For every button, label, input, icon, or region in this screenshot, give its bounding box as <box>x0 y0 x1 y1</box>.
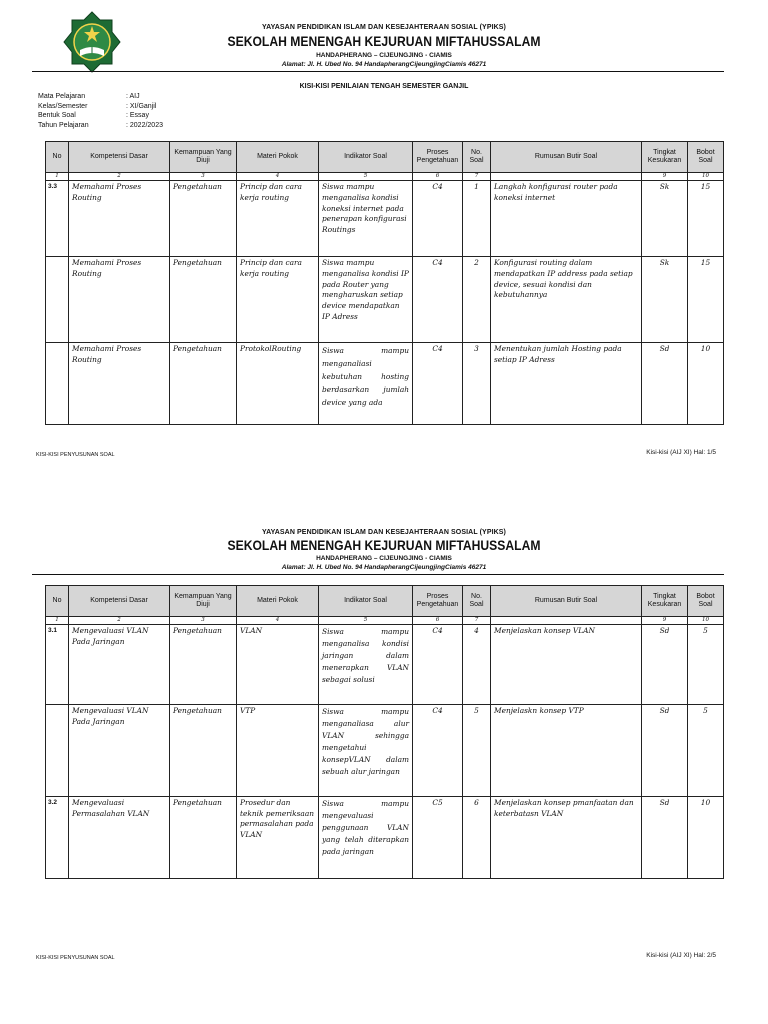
meta-row <box>38 92 163 102</box>
cell-kemampuan: Pengetahuan <box>170 343 237 425</box>
cell-bobot: 15 <box>688 257 724 343</box>
index-cell: 3 <box>170 617 237 625</box>
col-header-kemampuan: Kemampuan Yang Diuji <box>170 142 237 173</box>
col-header-rumusan: Rumusan Butir Soal <box>491 142 642 173</box>
table-row <box>46 343 724 425</box>
col-header-bobot: Bobot Soal <box>688 142 724 173</box>
cell-proses: C4 <box>413 257 463 343</box>
col-header-kemampuan: Kemampuan Yang Diuji <box>170 586 237 617</box>
cell-no: 3.3 <box>46 181 69 257</box>
school-address: Alamat: Jl. H. Ubed No. 94 HandapherangCijeungjingCiamis 46271 <box>281 61 487 68</box>
cell-rumusan: Menjelaskn konsep VTP <box>491 705 642 797</box>
meta-value: : 2022/2023 <box>126 121 163 129</box>
index-cell: 10 <box>688 617 724 625</box>
cell-materi: Prosedur dan teknik pemeriksaan permasalahan pada VLAN <box>237 797 319 879</box>
index-cell: 1 <box>46 617 69 625</box>
col-header-kompetensi: Kompetensi Dasar <box>69 142 170 173</box>
meta-value: : Essay <box>126 112 149 119</box>
cell-kompetensi: Memahami Proses Routing <box>69 343 170 425</box>
cell-no: 3.1 <box>46 625 69 705</box>
index-cell: 2 <box>69 617 170 625</box>
foundation-name: YAYASAN PENDIDIKAN ISLAM DAN KESEJAHTERAAN SOSIAL (YPIKS) <box>261 529 506 536</box>
meta-label: Tahun Pelajaran <box>38 121 89 129</box>
cell-no: 3.2 <box>46 797 69 879</box>
cell-proses: C5 <box>413 797 463 879</box>
col-header-bobot: Bobot Soal <box>688 586 724 617</box>
school-location: HANDAPHERANG – CIJEUNGJING - CIAMIS <box>316 555 452 562</box>
header-divider <box>32 574 724 575</box>
kisi-kisi-table <box>45 141 724 425</box>
cell-rumusan: Menjelaskan konsep pmanfaatan dan keterbatasn VLAN <box>491 797 642 879</box>
index-cell: 1 <box>46 173 69 181</box>
cell-rumusan: Konfigurasi routing dalam mendapatkan IP address pada setiap device, sesuai kondisi dan kebutuhannya <box>491 257 642 343</box>
index-cell: 6 <box>413 173 463 181</box>
cell-proses: C4 <box>413 343 463 425</box>
index-cell: 5 <box>319 173 413 181</box>
index-cell <box>491 617 642 625</box>
header-divider <box>32 71 724 72</box>
cell-bobot: 5 <box>688 705 724 797</box>
meta-label: Bentuk Soal <box>38 112 76 119</box>
cell-kompetensi: Memahami Proses Routing <box>69 181 170 257</box>
index-cell: 4 <box>237 617 319 625</box>
table-row <box>46 705 724 797</box>
cell-kompetensi: Memahami Proses Routing <box>69 257 170 343</box>
index-cell: 7 <box>463 173 491 181</box>
col-header-indikator: Indikator Soal <box>319 142 413 173</box>
school-name: SEKOLAH MENENGAH KEJURUAN MIFTAHUSSALAM <box>227 34 541 49</box>
index-cell: 3 <box>170 173 237 181</box>
cell-rumusan: Menjelaskan konsep VLAN <box>491 625 642 705</box>
kisi-kisi-table <box>45 585 724 879</box>
cell-bobot: 10 <box>688 343 724 425</box>
cell-tingkat: Sk <box>642 257 688 343</box>
cell-kompetensi: Mengevaluasi Permasalahan VLAN <box>69 797 170 879</box>
school-address: Alamat: Jl. H. Ubed No. 94 HandapherangCijeungjingCiamis 46271 <box>281 564 487 571</box>
cell-no-soal: 5 <box>463 705 491 797</box>
index-cell: 5 <box>319 617 413 625</box>
index-cell: 4 <box>237 173 319 181</box>
cell-proses: C4 <box>413 625 463 705</box>
cell-indikator: Siswa mampu mengevaluasi penggunaan VLAN yang telah diterapkan pada jaringan <box>319 797 413 879</box>
footer-page-number: Kisi-kisi (AIJ XI) Hal: 1/5 <box>646 449 716 456</box>
col-header-tingkat: Tingkat Kesukaran <box>642 586 688 617</box>
col-header-no-soal: No. Soal <box>463 586 491 617</box>
col-header-no: No <box>46 142 69 173</box>
cell-materi: VTP <box>237 705 319 797</box>
meta-value: : XI/Ganjil <box>126 102 157 110</box>
school-location: HANDAPHERANG – CIJEUNGJING - CIAMIS <box>316 52 452 59</box>
table-row <box>46 181 724 257</box>
table-row <box>46 797 724 879</box>
meta-row <box>38 102 163 112</box>
cell-no <box>46 343 69 425</box>
cell-kemampuan: Pengetahuan <box>170 797 237 879</box>
meta-row <box>38 111 163 121</box>
cell-bobot: 5 <box>688 625 724 705</box>
cell-indikator: Siswa mampu menganaliasi kebutuhan hosting berdasarkan jumlah device yang ada <box>319 343 413 425</box>
col-header-no: No <box>46 586 69 617</box>
cell-kemampuan: Pengetahuan <box>170 181 237 257</box>
cell-indikator: Siswa mampu menganalisa kondisi koneksi internet pada penerapan konfigurasi Routings <box>319 181 413 257</box>
col-header-no-soal: No. Soal <box>463 142 491 173</box>
index-cell: 9 <box>642 173 688 181</box>
cell-materi: Princip dan cara kerja routing <box>237 181 319 257</box>
index-cell: 6 <box>413 617 463 625</box>
cell-tingkat: Sk <box>642 181 688 257</box>
cell-tingkat: Sd <box>642 797 688 879</box>
cell-tingkat: Sd <box>642 705 688 797</box>
cell-no-soal: 2 <box>463 257 491 343</box>
document-page-2 <box>0 512 768 1024</box>
index-cell: 7 <box>463 617 491 625</box>
cell-tingkat: Sd <box>642 625 688 705</box>
index-cell <box>491 173 642 181</box>
cell-bobot: 15 <box>688 181 724 257</box>
document-page-1 <box>0 0 768 485</box>
col-header-proses: Proses Pengetahuan <box>413 586 463 617</box>
col-header-materi: Materi Pokok <box>237 142 319 173</box>
index-cell: 10 <box>688 173 724 181</box>
cell-rumusan: Langkah konfigurasi router pada koneksi internet <box>491 181 642 257</box>
school-name: SEKOLAH MENENGAH KEJURUAN MIFTAHUSSALAM <box>227 538 541 553</box>
cell-kemampuan: Pengetahuan <box>170 257 237 343</box>
index-cell: 2 <box>69 173 170 181</box>
meta-row <box>38 121 163 131</box>
column-index-row <box>46 173 724 181</box>
column-index-row <box>46 617 724 625</box>
cell-kompetensi: Mengevaluasi VLAN Pada Jaringan <box>69 625 170 705</box>
cell-materi: VLAN <box>237 625 319 705</box>
cell-proses: C4 <box>413 705 463 797</box>
col-header-proses: Proses Pengetahuan <box>413 142 463 173</box>
footer-left-label: KISI-KISI PENYUSUNAN SOAL <box>36 955 115 961</box>
cell-kompetensi: Mengevaluasi VLAN Pada Jaringan <box>69 705 170 797</box>
meta-label: Mata Pelajaran <box>38 93 86 100</box>
document-title: KISI-KISI PENILAIAN TENGAH SEMESTER GANJIL <box>299 83 469 90</box>
col-header-kompetensi: Kompetensi Dasar <box>69 586 170 617</box>
document-meta <box>38 92 163 130</box>
meta-label: Kelas/Semester <box>38 102 88 110</box>
foundation-name: YAYASAN PENDIDIKAN ISLAM DAN KESEJAHTERAAN SOSIAL (YPIKS) <box>261 24 506 31</box>
cell-proses: C4 <box>413 181 463 257</box>
col-header-indikator: Indikator Soal <box>319 586 413 617</box>
cell-no <box>46 257 69 343</box>
cell-kemampuan: Pengetahuan <box>170 625 237 705</box>
cell-tingkat: Sd <box>642 343 688 425</box>
cell-rumusan: Menentukan jumlah Hosting pada setiap IP Adress <box>491 343 642 425</box>
table-header-row <box>46 142 724 173</box>
cell-indikator: Siswa mampu menganalisa kondisi IP pada Router yang mengharuskan setiap device mendapatkan IP Adress <box>319 257 413 343</box>
cell-no-soal: 6 <box>463 797 491 879</box>
cell-materi: ProtokolRouting <box>237 343 319 425</box>
table-header-row <box>46 586 724 617</box>
index-cell: 9 <box>642 617 688 625</box>
footer-page-number: Kisi-kisi (AIJ XI) Hal: 2/5 <box>646 952 716 959</box>
col-header-rumusan: Rumusan Butir Soal <box>491 586 642 617</box>
cell-no-soal: 1 <box>463 181 491 257</box>
col-header-materi: Materi Pokok <box>237 586 319 617</box>
col-header-tingkat: Tingkat Kesukaran <box>642 142 688 173</box>
table-row <box>46 625 724 705</box>
cell-indikator: Siswa mampu menganaliasa alur VLAN sehingga mengetahui konsepVLAN dalam sebuah alur jaringan <box>319 705 413 797</box>
cell-indikator: Siswa mampu menganalisa kondisi jaringan dalam menerapkan VLAN sebagai solusi <box>319 625 413 705</box>
cell-materi: Princip dan cara kerja routing <box>237 257 319 343</box>
cell-bobot: 10 <box>688 797 724 879</box>
cell-no-soal: 4 <box>463 625 491 705</box>
cell-no-soal: 3 <box>463 343 491 425</box>
cell-kemampuan: Pengetahuan <box>170 705 237 797</box>
meta-value: : AIJ <box>126 93 140 100</box>
cell-no <box>46 705 69 797</box>
table-row <box>46 257 724 343</box>
footer-left-label: KISI-KISI PENYUSUNAN SOAL <box>36 452 115 458</box>
